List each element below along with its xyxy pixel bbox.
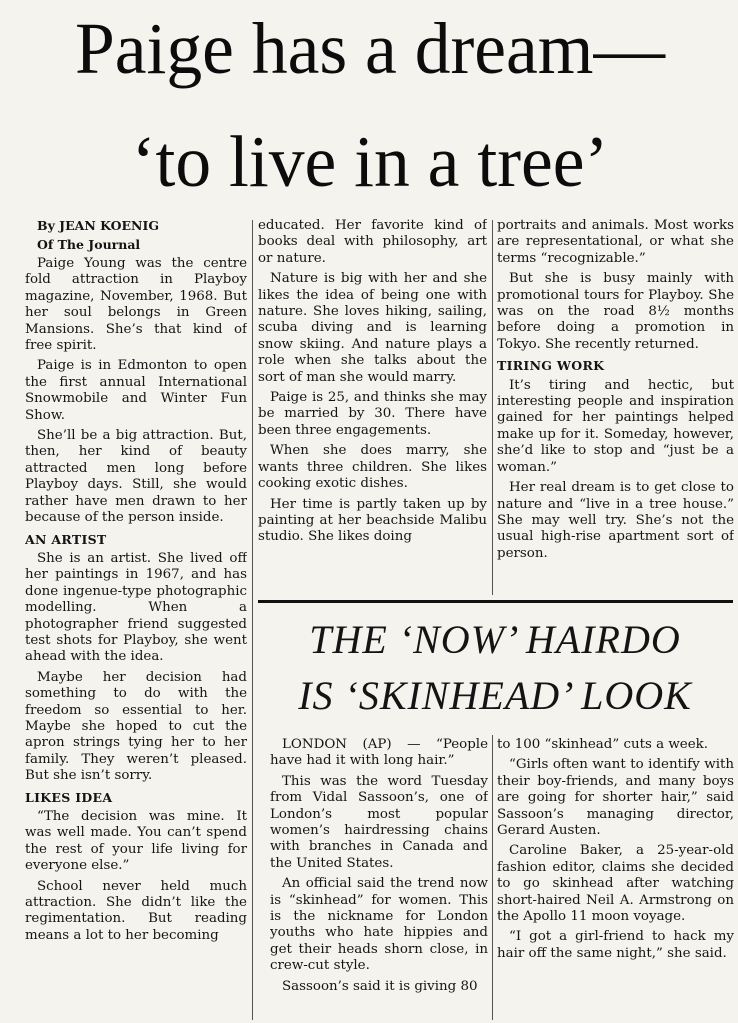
headline-line-2: ‘to live in a tree’	[131, 121, 609, 202]
paragraph: But she is busy mainly with promotional tours for Playboy. She was on the road 8½ months before doing a promotion in Tokyo. She recently returned.	[497, 271, 734, 352]
paragraph: “The decision was mine. It was well made. You can’t spend the rest of your life living for everyone else.”	[25, 809, 247, 874]
paragraph: School never held much attraction. She didn’t like the regimentation. But reading means a lot to her becoming	[25, 878, 247, 943]
subhead-likes-idea: LIKES IDEA	[25, 789, 113, 805]
headline-line-1: Paige has a dream—	[74, 8, 665, 89]
byline-org: Of The Journal	[37, 237, 141, 252]
column-divider	[252, 220, 253, 1020]
paragraph: An official said the trend now is “skinhead” for women. This is the nickname for London youths who hate hippies and get their heads shorn close, in crew-cut style.	[270, 876, 488, 974]
paragraph: to 100 “skinhead” cuts a week.	[497, 737, 709, 752]
paragraph: educated. Her favorite kind of books deal with philosophy, art or nature.	[258, 218, 487, 266]
paragraph: Maybe her decision had something to do with the freedom so essential to her. Maybe she hoped to cut the apron strings tying her to her family. They weren’t pleased. But she isn’t sorry.	[25, 669, 247, 784]
paragraph: Paige is in Edmonton to open the first annual International Snowmobile and Winter Fun Show.	[25, 358, 247, 423]
column-divider	[492, 735, 493, 1020]
paragraph: It’s tiring and hectic, but interesting people and inspiration gained for her paintings helped make up for it. Someday, however, she’d like to stop and “just be a woman.”	[497, 377, 734, 475]
paragraph: portraits and animals. Most works are representational, or what she terms “recognizable.”	[497, 218, 734, 266]
paragraph: This was the word Tuesday from Vidal Sassoon’s, one of London’s most popular women’s hairdressing chains with branches in Canada and the United States.	[270, 773, 488, 871]
hairdo-headline-line-1: THE ‘NOW’ HAIRDO	[309, 617, 681, 662]
paragraph: Her time is partly taken up by painting at her beachside Malibu studio. She likes doing	[258, 496, 487, 545]
column-divider	[492, 220, 493, 595]
paragraph: Nature is big with her and she likes the idea of being one with nature. She loves hiking, sailing, scuba diving and is learning snow skiing. And nature plays a role when she talks about the sort of man she would marry.	[258, 271, 487, 385]
subhead-an-artist: AN ARTIST	[25, 531, 107, 547]
article-column-3	[497, 218, 734, 598]
paragraph: “Girls often want to identify with their boy-friends, and many boys are going for shorter hair,” said Sassoon’s managing director, Gerard Austen.	[497, 757, 734, 839]
paragraph: Her real dream is to get close to nature and “live in a tree house.” She may well try. She’s not the usual high-rise apartment sort of person.	[497, 480, 734, 561]
paragraph: She is an artist. She lived off her paintings in 1967, and has done ingenue-type photographic modelling. When a photographer friend suggested test shots for Playboy, she went ahead with the idea.	[25, 550, 247, 665]
paragraph: When she does marry, she wants three children. She likes cooking exotic dishes.	[258, 443, 487, 492]
paragraph: Paige is 25, and thinks she may be married by 30. There have been three engagements.	[258, 390, 487, 438]
paragraph: LONDON (AP) — “People have had it with long hair.”	[270, 737, 488, 769]
paragraph: She’ll be a big attraction. But, then, her kind of beauty attracted men long before Playboy days. Still, she would rather have men drawn to her because of the person inside.	[25, 428, 247, 526]
paragraph: Caroline Baker, a 25-year-old fashion editor, claims she decided to go skinhead after watching short-haired Neil A. Armstrong on the Apollo 11 moon voyage.	[497, 843, 734, 925]
byline: By JEAN KOENIG	[37, 218, 159, 233]
article-column-1	[25, 218, 247, 1018]
article-column-2	[258, 218, 487, 598]
paragraph: Paige Young was the centre fold attraction in Playboy magazine, November, 1968. But her soul belongs in Green Mansions. She’s that kind of free spirit.	[25, 256, 247, 354]
section-rule	[258, 600, 733, 603]
hairdo-column-2	[497, 737, 734, 1022]
paragraph: “I got a girl-friend to hack my hair off the same night,” she said.	[497, 929, 734, 961]
paragraph: Sassoon’s said it is giving 80	[282, 978, 478, 994]
subhead-tiring-work: TIRING WORK	[497, 358, 605, 374]
hairdo-headline-line-2: IS ‘SKINHEAD’ LOOK	[298, 673, 692, 718]
hairdo-column-1	[270, 737, 488, 1022]
